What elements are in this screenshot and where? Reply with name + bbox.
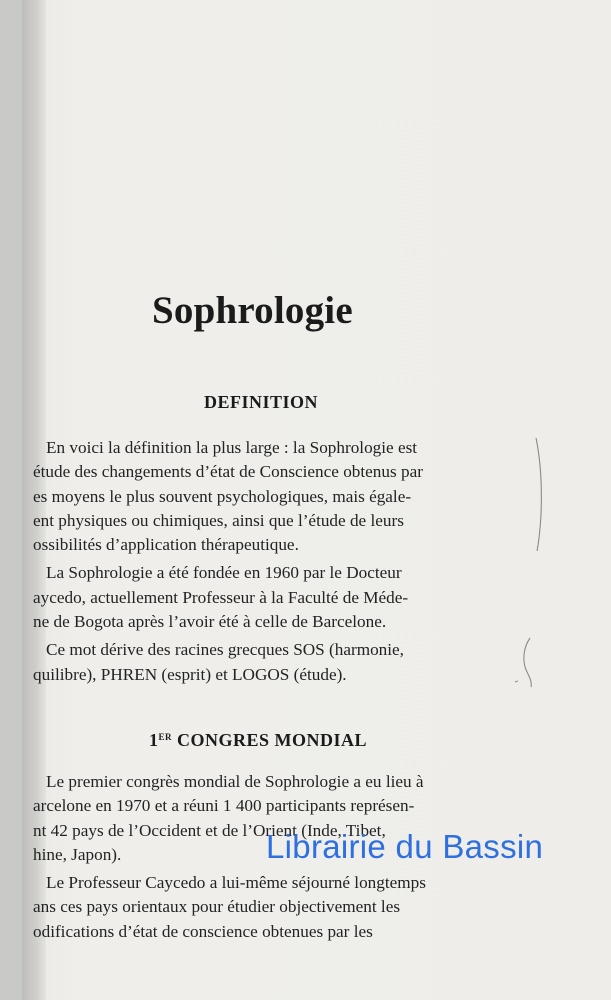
- text-line: étude des changements d’état de Conscience obtenus par: [33, 462, 423, 482]
- heading-text: CONGRES MONDIAL: [172, 730, 368, 750]
- text-line: Le Professeur Caycedo a lui-même séjourné longtemps: [46, 873, 426, 893]
- text-line: ne de Bogota après l’avoir été à celle de Barcelone.: [33, 612, 387, 632]
- text-line: ans ces pays orientaux pour étudier objectivement les: [33, 897, 401, 917]
- text-line: arcelone en 1970 et a réuni 1 400 participants représen-: [33, 796, 415, 816]
- heading-ordinal: 1: [149, 730, 159, 750]
- pencil-bracket-mark: [536, 438, 541, 551]
- text-line: ent physiques ou chimiques, ainsi que l’étude de leurs: [33, 510, 404, 530]
- text-line: Ce mot dérive des racines grecques SOS (harmonie,: [46, 640, 404, 660]
- text-line: hine, Japon).: [33, 844, 122, 864]
- page-title: Sophrologie: [152, 289, 353, 332]
- text-line: La Sophrologie a été fondée en 1960 par le Docteur: [46, 563, 402, 583]
- text-line: ossibilités d’application thérapeutique.: [33, 535, 299, 555]
- watermark-text: Librairie du Bassin: [266, 828, 544, 865]
- text-line: nt 42 pays de l’Occident et de l’Orient (Inde, Tibet,: [33, 820, 386, 840]
- text-line: es moyens le plus souvent psychologiques, mais égale-: [33, 486, 412, 506]
- text-line: Le premier congrès mondial de Sophrologie a eu lieu à: [46, 772, 424, 791]
- text-line: odifications d’état de conscience obtenues par les: [33, 921, 373, 941]
- pencil-dot-mark: [515, 681, 518, 682]
- heading-ordinal-suffix: ER: [158, 732, 173, 742]
- text-line: aycedo, actuellement Professeur à la Faculté de Méde-: [33, 587, 409, 607]
- section-heading-definition: DEFINITION: [204, 392, 319, 412]
- text-line: quilibre), PHREN (esprit) et LOGOS (étude).: [33, 664, 347, 684]
- pencil-bracket-mark: [524, 638, 531, 687]
- text-line: En voici la définition la plus large : la Sophrologie est: [46, 438, 418, 457]
